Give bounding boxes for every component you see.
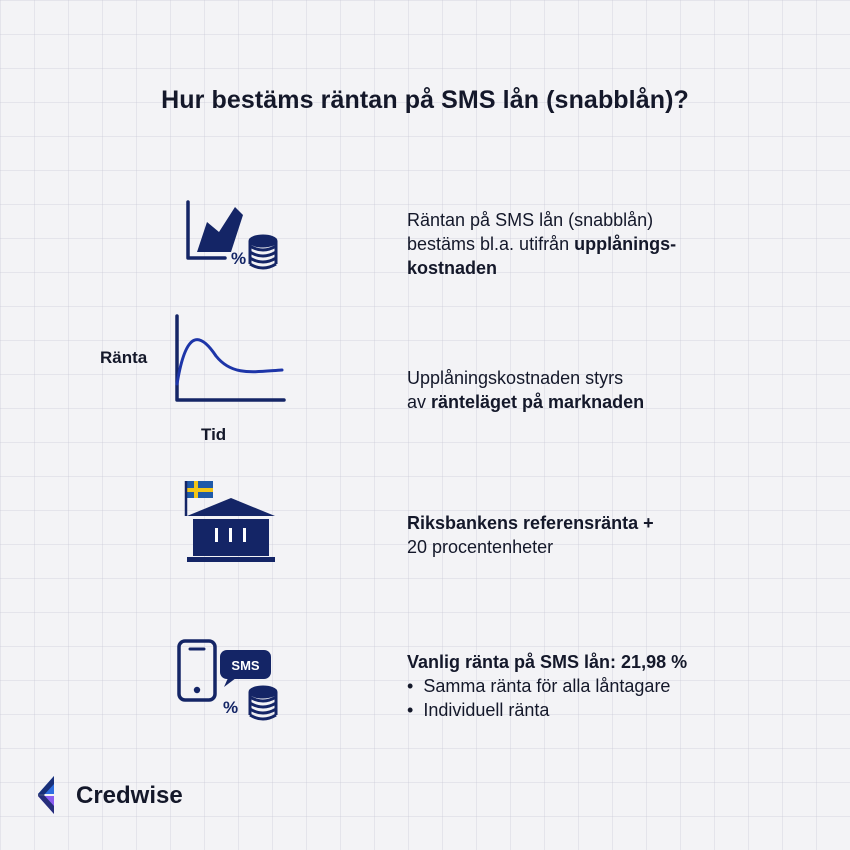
chart-percent-coins-icon [183, 198, 283, 276]
row-4-bullet-list [407, 674, 687, 722]
row-2-text [407, 366, 644, 414]
row-1-text [407, 208, 676, 280]
row-4-heading: Vanlig ränta på SMS lån: 21,98 % [407, 652, 688, 672]
row-1-line-3: kostnaden [407, 258, 498, 278]
sms-label: SMS [231, 658, 260, 673]
list-item: • Individuell ränta [407, 700, 550, 720]
riksbank-building-icon [183, 480, 279, 564]
row-3-line-1: Riksbankens referensränta + [407, 513, 654, 533]
svg-text:%: % [223, 698, 239, 717]
phone-sms-coins-icon [176, 638, 282, 726]
brand-name: Credwise [76, 782, 183, 809]
row-2-line-2: av ränteläget på marknaden [407, 392, 645, 412]
row-1-line-2: bestäms bl.a. utifrån upplånings- [407, 234, 677, 254]
interest-curve-icon [172, 314, 288, 406]
page-title: Hur bestäms räntan på SMS lån (snabblån)? [161, 86, 689, 114]
list-item: • Samma ränta för alla låntagare [407, 676, 671, 696]
row-1-line-1: Räntan på SMS lån (snabblån) [407, 210, 654, 230]
y-axis-label: Ränta [100, 348, 148, 367]
row-4-text [407, 650, 687, 722]
row-3-line-2: 20 procentenheter [407, 537, 554, 557]
row-3-text [407, 511, 654, 559]
row-2-line-1: Upplåningskostnaden styrs [407, 368, 624, 388]
x-axis-label: Tid [201, 425, 227, 444]
credwise-logo-icon [34, 774, 62, 818]
svg-text:%: % [231, 249, 247, 268]
